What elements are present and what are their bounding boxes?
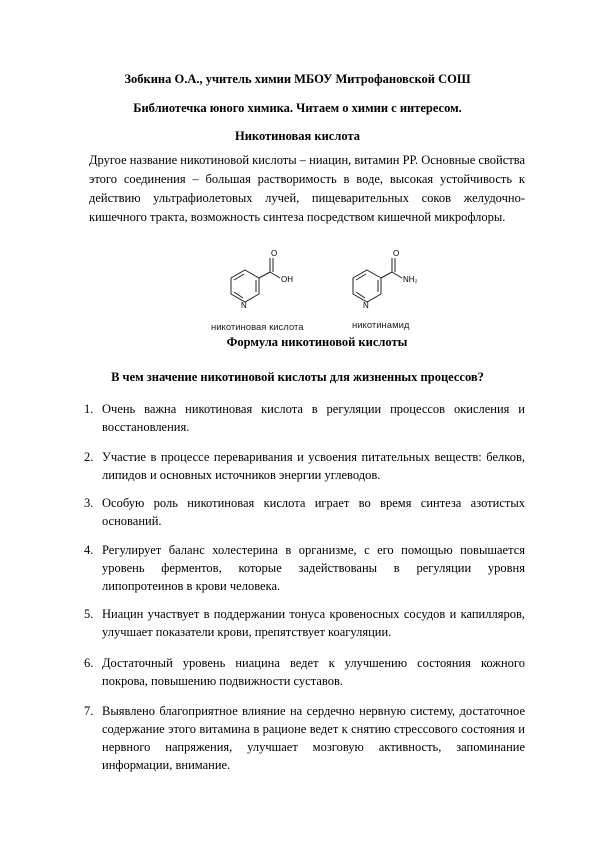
list-text: Участие в процессе переваривания и усвоения питательных веществ: белков, липидов и основных источников энергии углеводов. <box>102 450 525 482</box>
question-heading: В чем значение никотиновой кислоты для жизненных процессов? <box>111 370 484 384</box>
list-number: 2. <box>84 450 94 464</box>
list-item <box>84 448 525 484</box>
list-number: 3. <box>84 496 94 510</box>
author-line: Зобкина О.А., учитель химии МБОУ Митрофановской СОШ <box>124 72 471 86</box>
list-item <box>84 400 525 436</box>
nicotinamide-caption: никотинамид <box>352 320 410 331</box>
n-atom-label-2: N <box>363 301 369 310</box>
oh-label: OH <box>281 275 293 284</box>
list-number: 5. <box>84 607 94 621</box>
list-text: Выявлено благоприятное влияние на сердечно нервную систему, достаточное содержание этого витамина в рационе ведет к снятию стрессового состояния и нервного напряжения, улучшает мозговую активность, запоминание информации, внимание. <box>102 704 525 772</box>
list-text: Ниацин участвует в поддержании тонуса кровеносных сосудов и капилляров, улучшает показатели крови, препятствует коагуляции. <box>102 607 525 639</box>
nh2-label: NH₂ <box>403 275 418 284</box>
nicotinic-acid-structure <box>231 258 280 302</box>
figure-title: Формула никотиновой кислоты <box>226 335 408 349</box>
list-text: Особую роль никотиновая кислота играет во время синтеза азотистых оснований. <box>102 496 525 528</box>
list-item <box>84 654 525 690</box>
list-item <box>84 605 525 641</box>
series-line: Библиотечка юного химика. Читаем о химии с интересом. <box>133 101 462 115</box>
list-text: Достаточный уровень ниацина ведет к улучшению состояния кожного покрова, повышению подвижности суставов. <box>102 656 525 688</box>
o-atom-label-2: O <box>393 249 400 258</box>
list-text: Регулирует баланс холестерина в организме, с его помощью повышается уровень ферментов, которые задействованы в регуляции уровня липопротеинов в крови человека. <box>102 543 525 593</box>
n-atom-label: N <box>241 301 247 310</box>
list-item <box>84 541 525 595</box>
o-atom-label: O <box>271 249 278 258</box>
page-title: Никотиновая кислота <box>234 129 360 143</box>
list-item <box>84 494 525 530</box>
nicotinic-acid-caption: никотиновая кислота <box>211 322 304 333</box>
list-item <box>84 702 525 774</box>
list-number: 4. <box>84 543 94 557</box>
intro-paragraph: Другое название никотиновой кислоты – ниацин, витамин РР. Основные свойства этого соединения – большая растворимость в воде, высокая устойчивость к действию ультрафиолетовых лучей, пищеварительных соков желудочно-кишечного тракта, возможность синтеза посредством кишечной микрофлоры. <box>89 153 525 224</box>
list-number: 7. <box>84 704 94 718</box>
list-number: 6. <box>84 656 94 670</box>
nicotinamide-structure <box>353 258 402 302</box>
list-number: 1. <box>84 402 94 416</box>
list-text: Очень важна никотиновая кислота в регуляции процессов окисления и восстановления. <box>102 402 525 434</box>
